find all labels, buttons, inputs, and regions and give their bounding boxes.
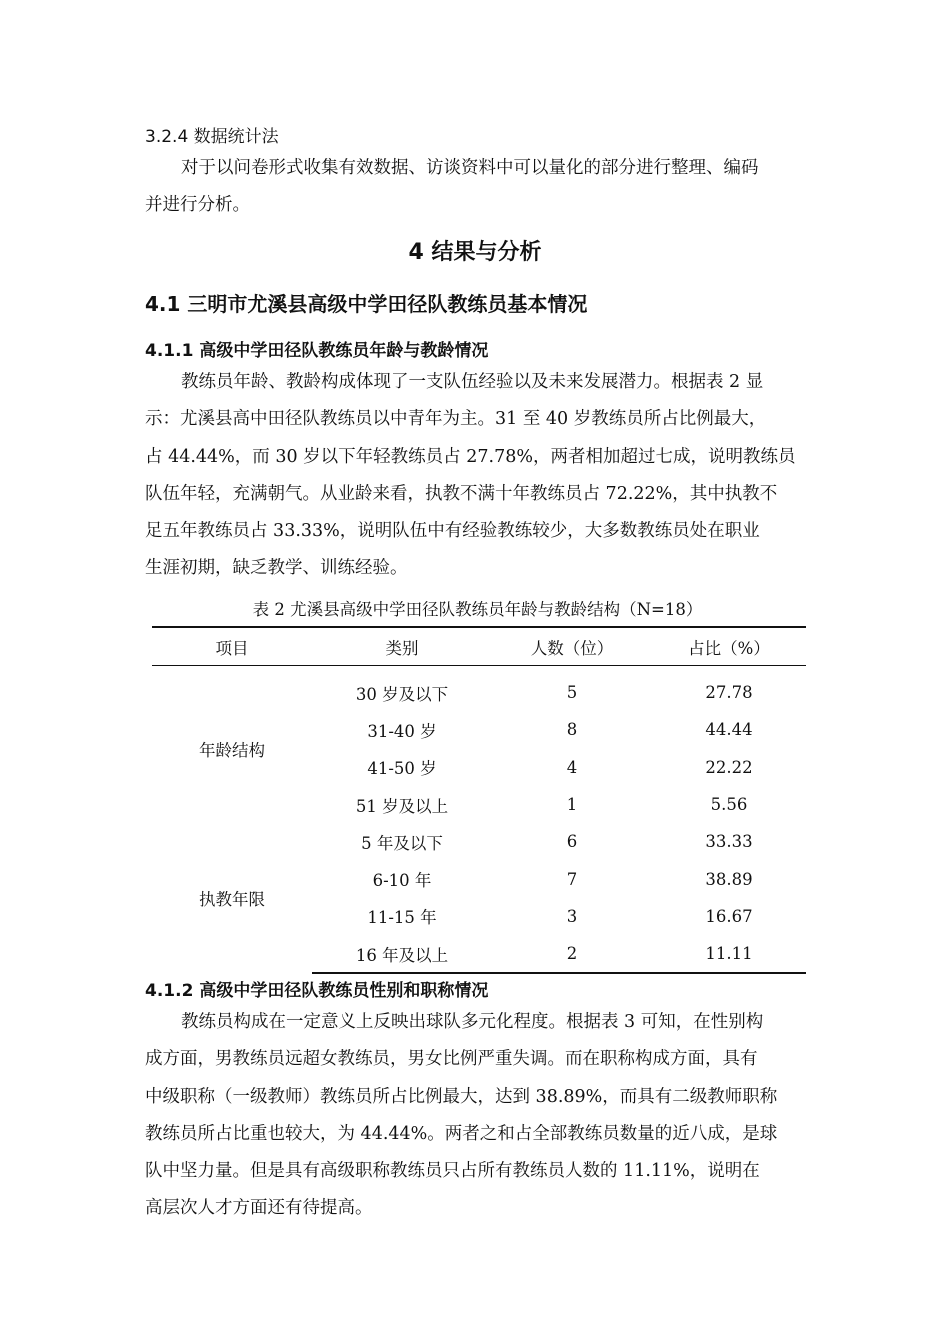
paragraph-line: 中级职称（一级教师）教练员所占比例最大，达到 38.89%，而具有二级教师职称	[145, 1086, 778, 1107]
paragraph-line: 并进行分析。	[145, 195, 250, 216]
cell-count: 2	[492, 935, 652, 973]
section-3-2-4-heading: 3.2.4 数据统计法	[145, 127, 279, 147]
paragraph-line: 教练员构成在一定意义上反映出球队多元化程度。根据表 3 可知，在性别构	[181, 1012, 764, 1032]
cell-count: 3	[566, 906, 578, 926]
cell-percent: 22.22	[705, 757, 753, 777]
cell-category: 41-50 岁	[367, 759, 437, 779]
paragraph-line: 教练员年龄、教龄构成体现了一支队伍经验以及未来发展潜力。根据表 2 显	[181, 372, 764, 392]
section-4-1-1-heading: 4.1.1 高级中学田径队教练员年龄与教龄情况	[145, 341, 489, 361]
cell-percent: 38.89	[705, 869, 753, 889]
chapter-4-title: 4 结果与分析	[408, 240, 542, 265]
cell-percent: 11.11	[652, 935, 806, 973]
cell-percent: 44.44	[705, 720, 753, 740]
header-count: 人数（位）	[492, 627, 652, 666]
paragraph-line: 足五年教练员占 33.33%，说明队伍中有经验教练较少，大多数教练员处在职业	[145, 521, 760, 542]
group-label-age: 年龄结构	[199, 740, 265, 760]
cell-percent: 16.67	[705, 906, 753, 926]
cell-count: 1	[566, 795, 578, 815]
cell-percent: 33.33	[705, 832, 753, 852]
cell-category: 51 岁及以上	[355, 796, 449, 816]
paragraph-line: 教练员所占比重也较大，为 44.44%。两者之和占全部教练员数量的近八成，是球	[145, 1123, 778, 1144]
paragraph-line: 对于以问卷形式收集有效数据、访谈资料中可以量化的部分进行整理、编码	[181, 158, 759, 178]
cell-count: 6	[566, 832, 578, 852]
group-label-tenure: 执教年限	[199, 890, 265, 910]
paragraph-data-statistics	[145, 150, 810, 225]
paragraph-line: 生涯初期，缺乏教学、训练经验。	[145, 558, 408, 579]
cell-count: 5	[566, 683, 578, 703]
section-4-1-heading: 4.1 三明市尤溪县高级中学田径队教练员基本情况	[145, 292, 588, 316]
section-4-1-2-heading: 4.1.2 高级中学田径队教练员性别和职称情况	[145, 981, 489, 1001]
header-category: 类别	[312, 627, 492, 666]
cell-category: 6-10 年	[372, 871, 432, 891]
paragraph-age-tenure	[145, 364, 810, 588]
cell-category: 30 岁及以下	[355, 684, 449, 704]
table-row	[152, 674, 806, 711]
cell-category: 31-40 岁	[367, 721, 437, 741]
header-item: 项目	[152, 627, 312, 666]
cell-percent: 5.56	[710, 795, 748, 815]
table-row	[152, 823, 806, 860]
table-2	[152, 626, 806, 974]
paragraph-line: 示：尤溪县高中田径队教练员以中青年为主。31 至 40 岁教练员所占比例最大，	[145, 409, 767, 430]
paragraph-line: 高层次人才方面还有待提高。	[145, 1198, 373, 1219]
cell-count: 8	[566, 720, 578, 740]
paragraph-gender-title	[145, 1004, 810, 1228]
paragraph-line: 队伍年轻，充满朝气。从业龄来看，执教不满十年教练员占 72.22%，其中执教不	[145, 483, 778, 504]
table-2-caption: 表 2 尤溪县高级中学田径队教练员年龄与教龄结构（N=18）	[252, 600, 703, 619]
cell-percent: 27.78	[705, 683, 753, 703]
paragraph-line: 队中坚力量。但是具有高级职称教练员只占所有教练员人数的 11.11%，说明在	[145, 1161, 760, 1182]
header-percent: 占比（%）	[652, 627, 806, 666]
cell-count: 7	[566, 869, 578, 889]
paragraph-line: 成方面，男教练员远超女教练员，男女比例严重失调。而在职称构成方面，具有	[145, 1049, 758, 1070]
paragraph-line: 占 44.44%，而 30 岁以下年轻教练员占 27.78%，两者相加超过七成，说明教练员	[145, 446, 796, 467]
cell-category: 16 年及以上	[312, 935, 492, 973]
table-header-row	[152, 627, 806, 666]
cell-category: 5 年及以下	[361, 833, 443, 853]
cell-count: 4	[566, 757, 578, 777]
cell-category: 11-15 年	[367, 908, 437, 928]
